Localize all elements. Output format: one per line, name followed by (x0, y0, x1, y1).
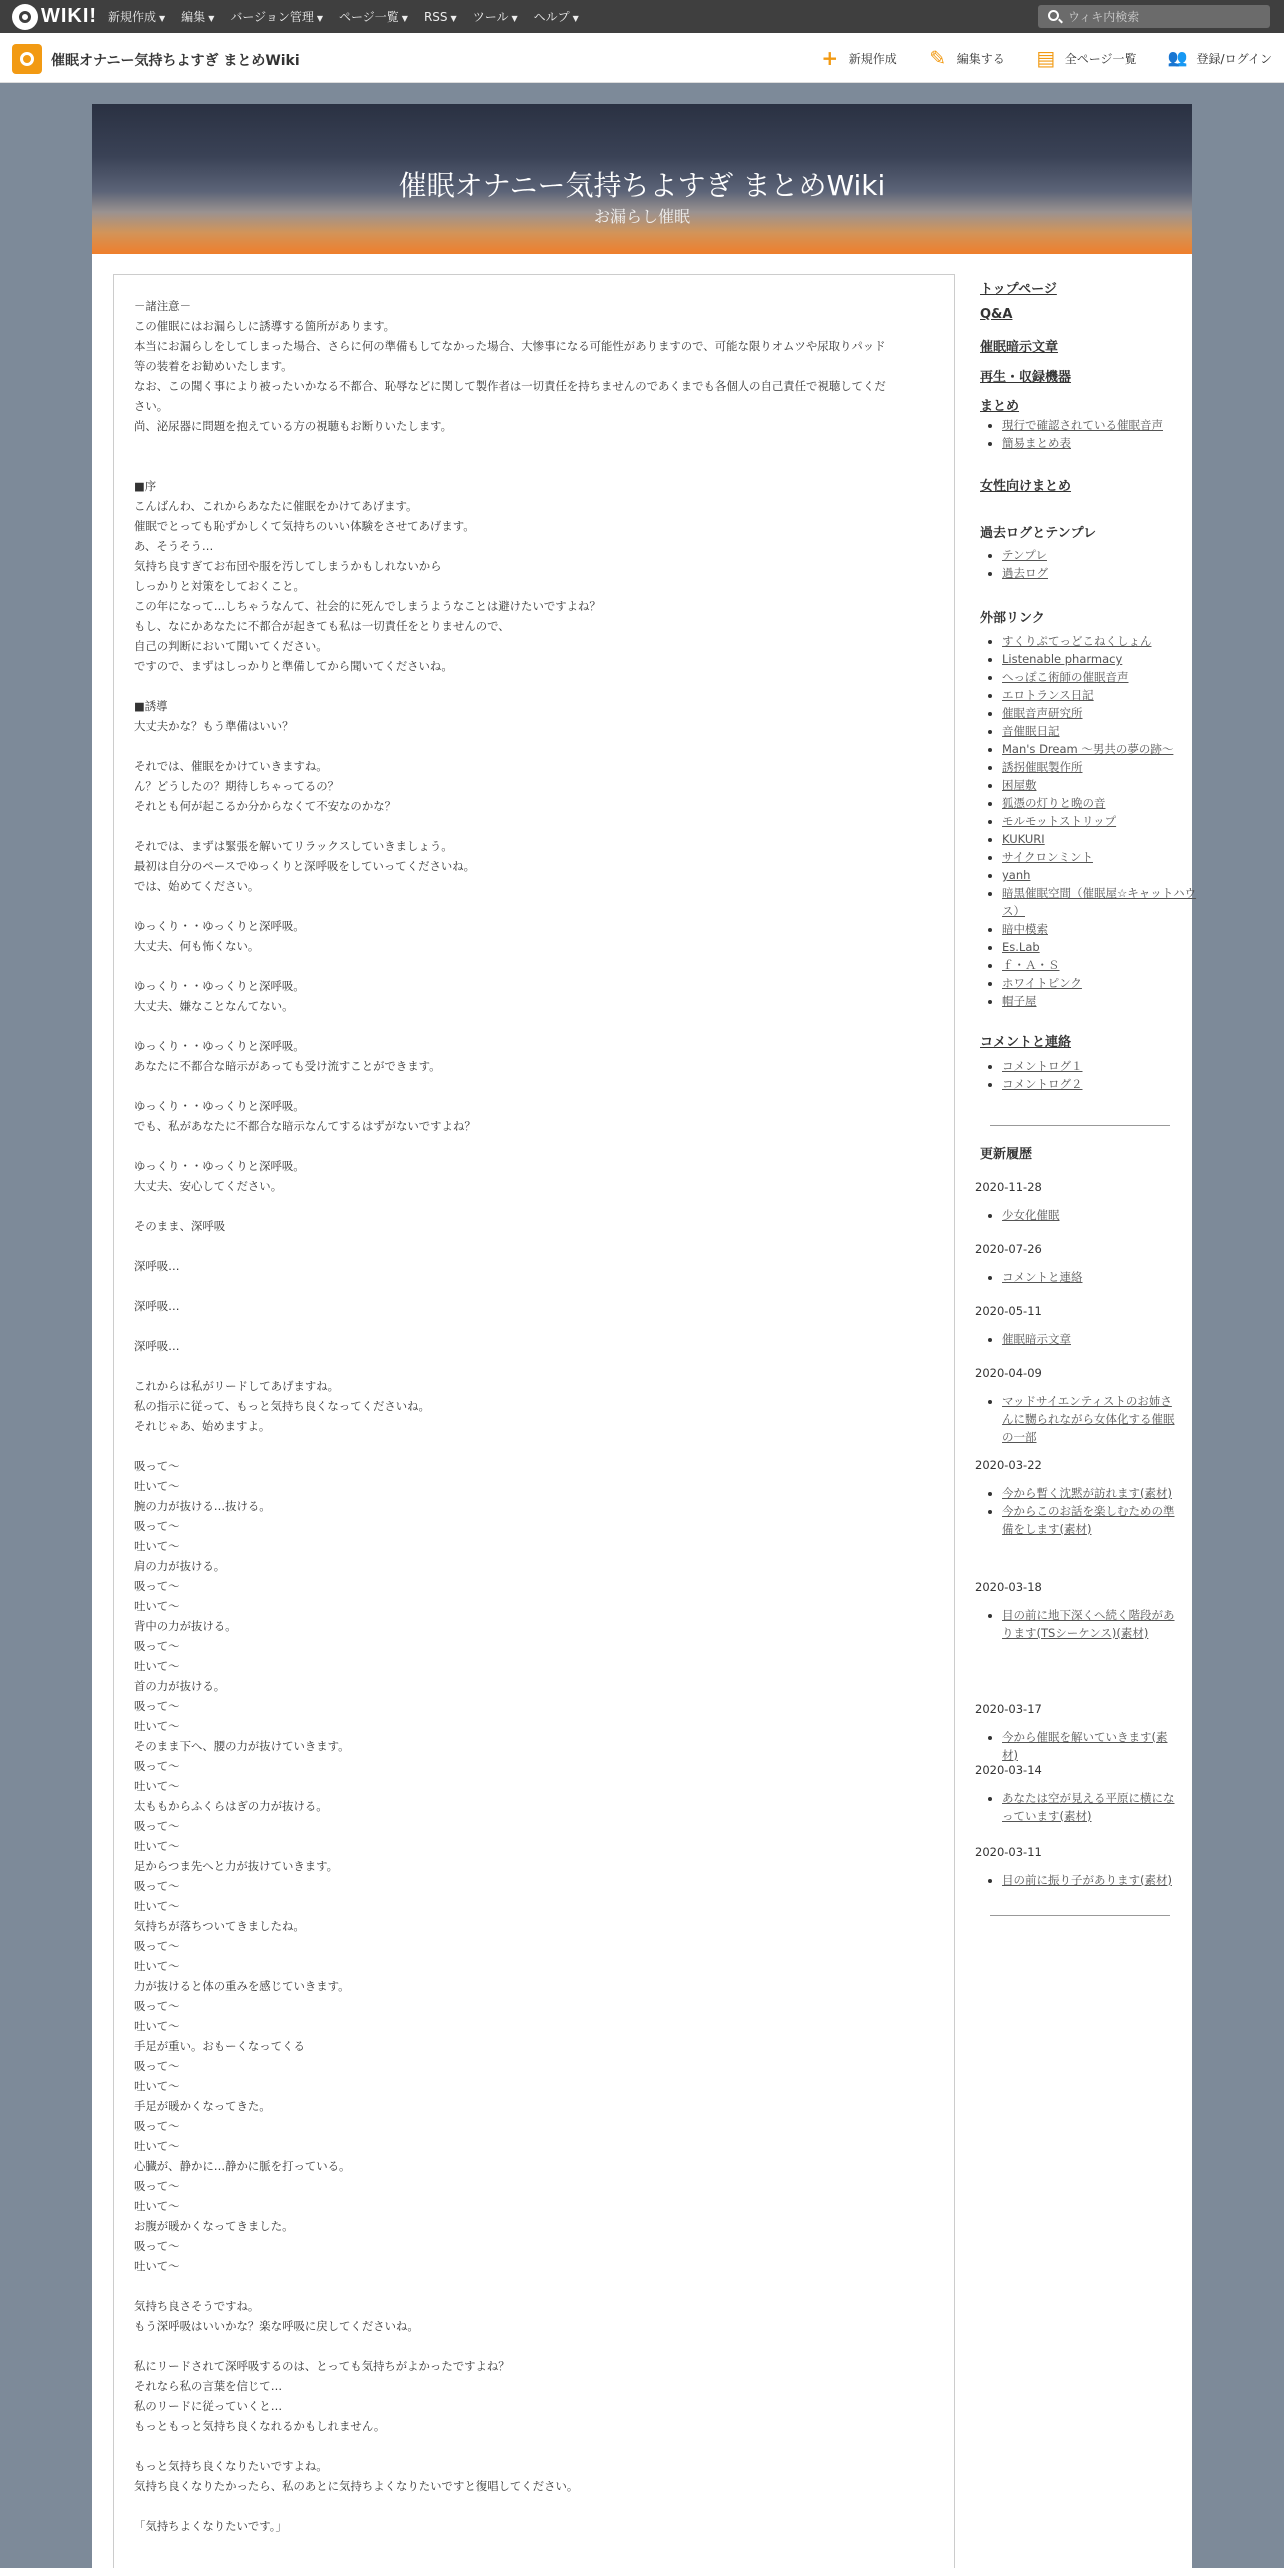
site-action-button[interactable] (819, 47, 897, 69)
change-link[interactable]: 少女化催眠 (1002, 1208, 1060, 1222)
change-item[interactable] (1002, 1502, 1182, 1538)
content-line: ■誘導 (134, 699, 168, 713)
content-line: 深呼吸… (134, 1259, 180, 1273)
sidebar-section-title[interactable]: 催眠暗示文章 (980, 340, 1059, 355)
content-line: 吸って～ (134, 1459, 180, 1473)
top-menu-item[interactable] (108, 8, 165, 25)
sidebar-link-item[interactable] (1002, 704, 1202, 722)
content-line (134, 1436, 934, 1456)
sidebar-link-item[interactable] (1002, 830, 1202, 848)
content-line: ゆっくり・・ゆっくりと深呼吸。 (134, 1159, 305, 1173)
site-icon[interactable] (12, 44, 42, 74)
sidebar-link-item[interactable] (1002, 866, 1202, 884)
sidebar-link-item[interactable] (1002, 848, 1202, 866)
sidebar-link[interactable]: 音催眠日記 (1002, 724, 1060, 738)
content-line: 吐いて～ (134, 2199, 180, 2213)
sidebar-link[interactable]: yanh (1002, 868, 1031, 882)
caret-down-icon: ▼ (316, 14, 324, 23)
change-date: 2020-03-14 (975, 1763, 1042, 1777)
content-line (134, 2336, 934, 2356)
sidebar-link-list (1002, 632, 1202, 1010)
content-line: 首の力が抜ける。 (134, 1679, 226, 1693)
sidebar-link-item[interactable] (1002, 992, 1202, 1010)
content-line (134, 1076, 934, 1096)
change-list (1002, 1606, 1182, 1642)
caret-down-icon: ▼ (572, 14, 579, 23)
top-menu-item[interactable] (424, 10, 457, 24)
sidebar-link-list (1002, 416, 1202, 452)
sidebar-link-item[interactable] (1002, 974, 1202, 992)
sidebar-link[interactable]: ｆ・Ａ・Ｓ (1002, 958, 1060, 972)
top-menu-item[interactable] (534, 8, 579, 25)
content-line: あ、そうそう… (134, 539, 214, 553)
content-line: 背中の力が抜ける。 (134, 1619, 237, 1633)
caret-down-icon: ▼ (511, 14, 518, 23)
top-menu-label: ページ一覧 (339, 10, 399, 24)
content-line: 催眠でとっても恥ずかしくて気持ちのいい体験をさせてあげます。 (134, 519, 475, 533)
site-bar (0, 33, 1284, 83)
content-line: 最初は自分のペースでゆっくりと深呼吸をしていってくださいね。 (134, 859, 476, 873)
sidebar-section-title: 外部リンク (980, 611, 1045, 626)
site-name[interactable]: 催眠オナニー気持ちよすぎ まとめWiki (51, 53, 300, 69)
sidebar-link-item[interactable] (1002, 884, 1202, 920)
change-date: 2020-03-17 (975, 1702, 1042, 1716)
change-list (1002, 1484, 1182, 1538)
content-line: 手足が重い。おもーくなってくる (134, 2039, 305, 2053)
page-subtitle: お漏らし催眠 (593, 207, 690, 226)
content-line: この年になって…しちゃうなんて、社会的に死んでしまうようなことは避けたいですよね？ (134, 599, 601, 613)
change-list (1002, 1789, 1182, 1825)
content-line (134, 2436, 934, 2456)
content-line (134, 1236, 934, 1256)
change-item[interactable] (1002, 1606, 1182, 1642)
change-link[interactable]: 今からこのお話を楽しむための準備をします(素材) (1002, 1504, 1175, 1536)
content-line: 吐いて～ (134, 1959, 180, 1973)
content-line: 大丈夫、嫌なことなんてない。 (134, 999, 294, 1013)
pencil-icon: ✎ (929, 46, 947, 70)
sidebar-link-item[interactable] (1002, 758, 1202, 776)
page-header (92, 104, 1192, 254)
content-line: 吸って～ (134, 1759, 180, 1773)
content-line: それとも何が起こるか分からなくて不安なのかな？ (134, 799, 396, 813)
content-line: 深呼吸… (134, 1339, 180, 1353)
content-line: 気持ち良さそうですね。 (134, 2299, 260, 2313)
top-menu-label: ツール (472, 10, 509, 24)
change-item[interactable] (1002, 1484, 1182, 1502)
sidebar-section-title: 過去ログとテンプレ (980, 526, 1097, 541)
content-line: 太ももからふくらはぎの力が抜ける。 (134, 1799, 328, 1813)
sidebar-link[interactable]: 誘拐催眠製作所 (1002, 760, 1083, 774)
content-line: 本当にお漏らしをしてしまった場合、さらに何の準備もしてなかった場合、大惨事になる可能性がありますので、可能な限りオムツや尿取りパッド (134, 339, 886, 353)
top-menu-item[interactable] (339, 8, 408, 25)
content-line: でも、私があなたに不都合な暗示なんてするはずがないですよね？ (134, 1119, 476, 1133)
logo-text: WIKI! (41, 5, 98, 27)
sidebar-link[interactable]: 暗中模索 (1002, 922, 1048, 936)
content-line: そのまま下へ、腰の力が抜けていきます。 (134, 1739, 350, 1753)
content-line: 力が抜けると体の重みを感じていきます。 (134, 1979, 350, 1993)
content-line: しっかりと対策をしておくこと。 (134, 579, 305, 593)
sidebar-link[interactable]: 帽子屋 (1002, 994, 1037, 1008)
caret-down-icon: ▼ (159, 14, 166, 23)
sidebar-link-item[interactable] (1002, 776, 1202, 794)
content-line: －諸注意－ (134, 299, 191, 313)
change-list (1002, 1268, 1182, 1286)
content-line: 深呼吸… (134, 1299, 180, 1313)
change-item[interactable] (1002, 1268, 1182, 1286)
sidebar-section-title[interactable]: 女性向けまとめ (980, 479, 1072, 494)
content-line: それでは、まずは緊張を解いてリラックスしていきましょう。 (134, 839, 453, 853)
sidebar-section-title[interactable]: まとめ (980, 399, 1020, 414)
main-content-box (113, 274, 955, 2568)
sidebar-link[interactable]: コメントログ１ (1002, 1059, 1083, 1073)
content-line: もっと気持ち良くなりたいですよね。 (134, 2459, 328, 2473)
content-line: 吸って～ (134, 2059, 180, 2073)
content-line: 大丈夫、安心してください。 (134, 1179, 283, 1193)
content-line (134, 1136, 934, 1156)
site-action-label: 新規作成 (848, 51, 897, 66)
sidebar-link-item[interactable] (1002, 1075, 1202, 1093)
content-line: そのまま、深呼吸 (134, 1219, 226, 1233)
caret-down-icon: ▼ (450, 13, 457, 23)
top-menu-item[interactable] (473, 8, 518, 25)
sidebar-link[interactable]: サイクロンミント (1002, 850, 1093, 864)
change-date: 2020-03-22 (975, 1458, 1042, 1472)
caret-down-icon: ▼ (401, 14, 408, 23)
content-line: 吸って～ (134, 1579, 180, 1593)
sidebar-link-item[interactable] (1002, 956, 1202, 974)
change-item[interactable] (1002, 1871, 1182, 1889)
page-wrapper (92, 104, 1197, 2568)
change-link[interactable]: 目の前に振り子があります(素材) (1002, 1873, 1172, 1887)
sidebar-link-list (1002, 546, 1202, 582)
sidebar-link[interactable]: Listenable pharmacy (1002, 652, 1123, 666)
content-line: あなたに不都合な暗示があっても受け流すことができます。 (134, 1059, 441, 1073)
content-line (134, 896, 934, 916)
content-line: 「気持ちよくなりたいです。」 (134, 2519, 287, 2533)
content-line: それなら私の言葉を信じて… (134, 2379, 283, 2393)
change-link[interactable]: 今から暫く沈黙が訪れます(素材) (1002, 1486, 1172, 1500)
site-action-label: 全ページ一覧 (1064, 51, 1137, 66)
content-line (134, 2496, 934, 2516)
article-body (134, 296, 934, 2536)
content-line: 等の装着をお勧めいたします。 (134, 359, 293, 373)
change-item[interactable] (1002, 1330, 1182, 1348)
content-line: 大丈夫かな？もう準備はいい？ (134, 719, 294, 733)
content-line: 吐いて～ (134, 1479, 180, 1493)
sidebar-link-item[interactable] (1002, 812, 1202, 830)
change-link[interactable]: 目の前に地下深くへ続く階段があります(TSシーケンス)(素材) (1002, 1608, 1175, 1640)
content-line: こんばんわ、これからあなたに催眠をかけてあげます。 (134, 499, 418, 513)
content-line (134, 1316, 934, 1336)
content-line: 吐いて～ (134, 2079, 180, 2093)
sidebar-link[interactable]: へっぽこ術師の催眠音声 (1002, 670, 1129, 684)
site-action-label: 編集する (956, 51, 1005, 66)
content-line: さい。 (134, 399, 169, 413)
change-link[interactable]: 催眠暗示文章 (1002, 1332, 1071, 1346)
sidebar-link[interactable]: モルモットストリップ (1002, 814, 1117, 828)
content-line: ゆっくり・・ゆっくりと深呼吸。 (134, 1099, 305, 1113)
content-line: ゆっくり・・ゆっくりと深呼吸。 (134, 1039, 305, 1053)
sidebar-link-item[interactable] (1002, 632, 1202, 650)
content-line: 吐いて～ (134, 1539, 180, 1553)
change-history-title: 更新履歴 (980, 1147, 1033, 1162)
content-line: 肩の力が抜ける。 (134, 1559, 226, 1573)
content-line: 吐いて～ (134, 2139, 180, 2153)
sidebar-link-item[interactable] (1002, 722, 1202, 740)
sidebar-divider (990, 1125, 1170, 1126)
top-menu-item[interactable] (181, 8, 214, 25)
sidebar-link[interactable]: エロトランス日記 (1002, 688, 1094, 702)
content-line: お腹が暖かくなってきました。 (134, 2219, 294, 2233)
content-line (134, 1276, 934, 1296)
sidebar-divider (990, 1915, 1170, 1916)
content-line: 私にリードされて深呼吸するのは、とっても気持ちがよかったですよね？ (134, 2359, 510, 2373)
sidebar-link-item[interactable] (1002, 920, 1202, 938)
change-link[interactable]: 今から催眠を解いていきます(素材) (1002, 1730, 1168, 1762)
sidebar-link[interactable]: すくりぷてっどこねくしょん (1002, 634, 1152, 648)
content-line: 足からつま先へと力が抜けていきます。 (134, 1859, 339, 1873)
change-link[interactable]: あなたは空が見える平原に横になっています(素材) (1002, 1791, 1175, 1823)
change-item[interactable] (1002, 1789, 1182, 1825)
change-list (1002, 1871, 1182, 1889)
content-line: 気持ち良くなりたかったら、私のあとに気持ちよくなりたいですと復唱してください。 (134, 2479, 579, 2493)
sidebar-link[interactable]: Es.Lab (1002, 940, 1040, 954)
plus-icon: + (821, 46, 839, 70)
change-list (1002, 1330, 1182, 1348)
top-menu-label: ヘルプ (533, 10, 570, 24)
content-line: 吐いて～ (134, 1899, 180, 1913)
change-link[interactable]: コメントと連絡 (1002, 1270, 1083, 1284)
content-line: 吐いて～ (134, 2019, 180, 2033)
content-line: 吸って～ (134, 1519, 180, 1533)
content-line: 吐いて～ (134, 1839, 180, 1853)
content-line: 吸って～ (134, 1999, 180, 2013)
search-box (1038, 5, 1270, 28)
sidebar-section-title[interactable]: Q&A (980, 307, 1013, 322)
change-date: 2020-04-09 (975, 1366, 1042, 1380)
content-line: 吐いて～ (134, 1719, 180, 1733)
sidebar-link[interactable]: ホワイトピンク (1002, 976, 1082, 990)
content-line: それでは、催眠をかけていきますね。 (134, 759, 328, 773)
change-date: 2020-03-11 (975, 1845, 1042, 1859)
content-line: もっともっと気持ち良くなれるかもしれません。 (134, 2419, 386, 2433)
at-icon (12, 4, 38, 30)
site-action-button[interactable] (1167, 47, 1272, 69)
sidebar-link[interactable]: 暗黒催眠空間（催眠屋☆キャットハウス） (1002, 886, 1197, 918)
site-action-label: 登録/ログイン (1196, 51, 1272, 66)
content-line: 腕の力が抜ける…抜ける。 (134, 1499, 271, 1513)
content-line: 吐いて～ (134, 1659, 180, 1673)
change-date: 2020-05-11 (975, 1304, 1042, 1318)
content-line: この催眠にはお漏らしに誘導する箇所があります。 (134, 319, 396, 333)
sidebar-link[interactable]: 狐憑の灯りと晩の音 (1002, 796, 1106, 810)
sidebar-link[interactable]: 過去ログ (1002, 566, 1048, 580)
content-line (134, 2276, 934, 2296)
change-item[interactable] (1002, 1728, 1182, 1764)
sidebar-link[interactable]: コメントログ２ (1002, 1077, 1083, 1091)
sidebar-link-list (1002, 1057, 1202, 1093)
content-line: 気持ちが落ちついてきましたね。 (134, 1919, 305, 1933)
content-line (134, 956, 934, 976)
sidebar-link-item[interactable] (1002, 1057, 1202, 1075)
content-line (134, 456, 934, 476)
top-menu-item[interactable] (230, 8, 323, 25)
sidebar-link-item[interactable] (1002, 740, 1202, 758)
content-line: 自己の判断において聞いてください。 (134, 639, 328, 653)
site-action-button[interactable] (1035, 47, 1137, 69)
change-item[interactable] (1002, 1392, 1182, 1446)
sidebar-link-item[interactable] (1002, 668, 1202, 686)
content-line: もし、なにかあなたに不都合が起きても私は一切責任をとりませんので、 (134, 619, 510, 633)
change-date: 2020-11-28 (975, 1180, 1042, 1194)
content-line: 吐いて～ (134, 1779, 180, 1793)
sidebar-link-item[interactable] (1002, 416, 1202, 434)
top-menu-label: バージョン管理 (230, 10, 314, 24)
content-line: 私の指示に従って、もっと気持ち良くなってくださいね。 (134, 1399, 430, 1413)
change-list (1002, 1728, 1182, 1764)
content-line: 吐いて～ (134, 2259, 180, 2273)
sidebar-link[interactable]: 困屋敷 (1002, 778, 1037, 792)
site-action-button[interactable] (927, 47, 1005, 69)
sidebar-link[interactable]: テンプレ (1002, 548, 1047, 562)
sidebar-link[interactable]: 催眠音声研究所 (1002, 706, 1083, 720)
content-line: 大丈夫、何も怖くない。 (134, 939, 260, 953)
users-icon: 👥 (1167, 48, 1188, 67)
content-line: 吸って～ (134, 2179, 180, 2193)
content-line: ゆっくり・・ゆっくりと深呼吸。 (134, 919, 305, 933)
sidebar-section-title[interactable]: コメントと連絡 (980, 1035, 1072, 1050)
content-line (134, 1016, 934, 1036)
content-line: 吐いて～ (134, 1599, 180, 1613)
sidebar-link[interactable]: Man's Dream ～男共の夢の跡～ (1002, 742, 1174, 756)
change-list (1002, 1206, 1182, 1224)
sidebar-link-item[interactable] (1002, 686, 1202, 704)
content-line: ん？どうしたの？期待しちゃってるの？ (134, 779, 340, 793)
page-title: 催眠オナニー気持ちよすぎ まとめWiki (398, 169, 886, 202)
sidebar-section-title[interactable]: トップページ (980, 282, 1057, 297)
content-line: もう深呼吸はいいかな？楽な呼吸に戻してくださいね。 (134, 2319, 419, 2333)
content-line: 尚、泌尿器に問題を抱えている方の視聴もお断りいたします。 (134, 419, 453, 433)
content-line (134, 676, 934, 696)
content-line: 心臓が、静かに…静かに脈を打っている。 (134, 2159, 351, 2173)
content-line: 吸って～ (134, 1699, 180, 1713)
search-icon[interactable] (1048, 10, 1059, 21)
sidebar-link-item[interactable] (1002, 650, 1202, 668)
pages-icon: ▤ (1036, 46, 1056, 70)
change-link[interactable]: マッドサイエンティストのお姉さんに嬲られながら女体化する催眠の一部 (1002, 1394, 1175, 1444)
content-line: ■序 (134, 479, 157, 493)
sidebar-link-item[interactable] (1002, 938, 1202, 956)
sidebar-section-title[interactable]: 再生・収録機器 (980, 370, 1072, 385)
top-menu-label: 新規作成 (108, 10, 157, 24)
top-menu-label: RSS (423, 9, 448, 24)
sidebar-link-item[interactable] (1002, 564, 1202, 582)
site-actions (789, 33, 1272, 83)
change-list (1002, 1392, 1182, 1446)
top-navigation-bar (0, 0, 1284, 33)
top-menu (108, 0, 595, 33)
sidebar-link-item[interactable] (1002, 434, 1202, 452)
content-line: これからは私がリードしてあげますね。 (134, 1379, 340, 1393)
caret-down-icon: ▼ (208, 14, 215, 23)
content-line: 私のリードに従っていくと… (134, 2399, 283, 2413)
change-item[interactable] (1002, 1206, 1182, 1224)
content-line: 吸って～ (134, 1879, 180, 1893)
content-line (134, 736, 934, 756)
sidebar-link[interactable]: KUKURI (1002, 832, 1045, 846)
content-line: それじゃあ、始めますよ。 (134, 1419, 271, 1433)
content-line: ですので、まずはしっかりと準備してから聞いてくださいね。 (134, 659, 453, 673)
content-line (134, 1356, 934, 1376)
content-line: 気持ち良すぎてお布団や服を汚してしまうかもしれないから (134, 559, 442, 573)
content-line (134, 436, 934, 456)
content-line: ゆっくり・・ゆっくりと深呼吸。 (134, 979, 305, 993)
sidebar-link[interactable]: 簡易まとめ表 (1002, 436, 1071, 450)
content-line (134, 816, 934, 836)
top-menu-label: 編集 (181, 10, 206, 24)
sidebar-link-item[interactable] (1002, 546, 1202, 564)
change-date: 2020-03-18 (975, 1580, 1042, 1594)
sidebar-link-item[interactable] (1002, 794, 1202, 812)
content-line: 手足が暖かくなってきた。 (134, 2099, 271, 2113)
content-line (134, 1196, 934, 1216)
content-line: 吸って～ (134, 1939, 180, 1953)
content-line: では、始めてください。 (134, 879, 260, 893)
content-line: 吸って～ (134, 1639, 180, 1653)
content-line: なお、この聞く事により被ったいかなる不都合、恥辱などに関して製作者は一切責任を持ちませんのであくまでも各個人の自己責任で視聴してくだ (134, 379, 886, 393)
wiki-logo[interactable] (12, 3, 97, 30)
search-input[interactable] (1068, 7, 1263, 26)
sidebar-link[interactable]: 現行で確認されている催眠音声 (1002, 418, 1163, 432)
change-date: 2020-07-26 (975, 1242, 1042, 1256)
content-line: 吸って～ (134, 2119, 180, 2133)
content-line: 吸って～ (134, 1819, 180, 1833)
content-line: 吸って～ (134, 2239, 180, 2253)
